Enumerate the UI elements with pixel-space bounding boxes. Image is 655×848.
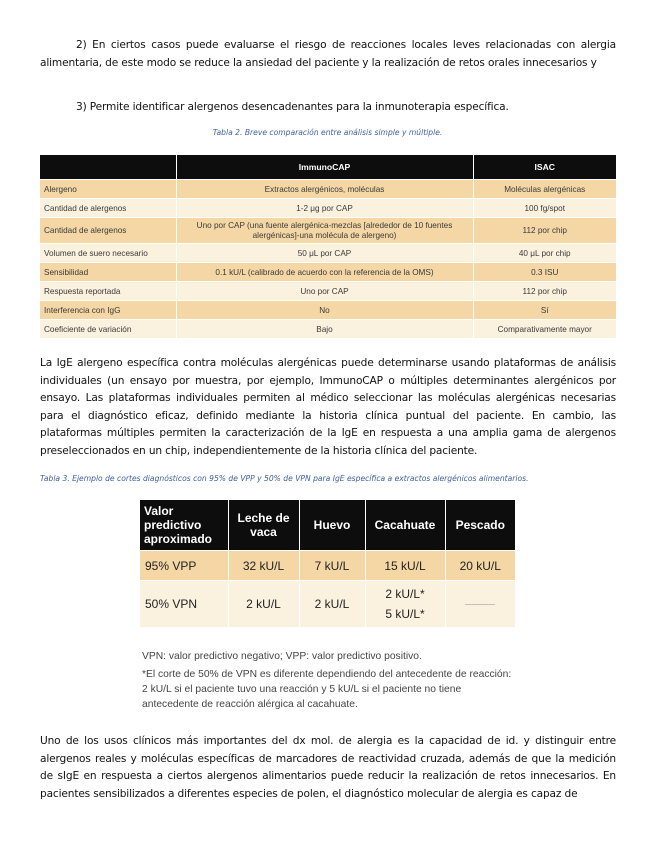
- table-cell: 100 fg/spot: [473, 199, 616, 218]
- table-row: [40, 218, 616, 244]
- comparison-table: [40, 155, 616, 338]
- row-label: Sensibilidad: [40, 263, 176, 282]
- row-label: Interferencia con IgG: [40, 301, 176, 320]
- table-cell: 7 kU/L: [299, 551, 365, 581]
- header-cell: [40, 155, 176, 180]
- table2-caption: Tabla 2. Breve comparación entre análisis simple y múltiple.: [212, 128, 443, 137]
- table-cell: 112 por chip: [473, 282, 616, 301]
- row-label: 95% VPP: [140, 551, 228, 581]
- table-cell: 40 μL por chip: [473, 244, 616, 263]
- header-cell: Cacahuate: [365, 500, 445, 551]
- header-cell: Valor predictivo aproximado: [140, 500, 228, 551]
- header-cell: ISAC: [473, 155, 616, 180]
- table-row: [40, 199, 616, 218]
- table3-note-1: VPN: valor predictivo negativo; VPP: valor predictivo positivo.: [142, 651, 422, 662]
- header-cell: Huevo: [299, 500, 365, 551]
- cacahuate-value-a: 2 kU/L*: [385, 587, 425, 601]
- table-row: [40, 282, 616, 301]
- table-cell: 15 kU/L: [365, 551, 445, 581]
- table-cell: 0.1 kU/L (calibrado de acuerdo con la referencia de la OMS): [176, 263, 473, 282]
- table-cell: 112 por chip: [473, 218, 616, 244]
- table-cell: Bajo: [176, 320, 473, 339]
- table-cell: Comparativamente mayor: [473, 320, 616, 339]
- table-header-row: [140, 500, 515, 551]
- header-cell: Pescado: [445, 500, 515, 551]
- diagnostic-cutoff-table: [140, 500, 515, 627]
- table-row: [40, 301, 616, 320]
- row-label: Respuesta reportada: [40, 282, 176, 301]
- row-label: Cantidad de alergenos: [40, 199, 176, 218]
- table-cell: 1-2 μg por CAP: [176, 199, 473, 218]
- table-row: [40, 180, 616, 199]
- table-row: [140, 581, 515, 628]
- row-label: Alergeno: [40, 180, 176, 199]
- table-cell: 2 kU/L: [299, 581, 365, 628]
- table-cell: 50 μL por CAP: [176, 244, 473, 263]
- header-cell: Leche de vaca: [228, 500, 299, 551]
- table-cell: [365, 581, 445, 628]
- table-cell: 20 kU/L: [445, 551, 515, 581]
- row-label: Volumen de suero necesario: [40, 244, 176, 263]
- table-cell: Moléculas alergénicas: [473, 180, 616, 199]
- table-cell: 0.3 ISU: [473, 263, 616, 282]
- table-row: [140, 551, 515, 581]
- table-cell: Uno por CAP: [176, 282, 473, 301]
- table3-caption: Tabla 3. Ejemplo de cortes diagnósticos con 95% de VPP y 50% de VPN para IgE específica a extractos alergénicos alimentarios.: [40, 474, 529, 483]
- table-header-row: [40, 155, 616, 180]
- list-item-2: 2) En ciertos casos puede evaluarse el riesgo de reacciones locales leves relacionadas con alergia alimentaria, de este modo se reduce la ansiedad del paciente y la realización de retos orales innecesarios y: [40, 39, 616, 69]
- row-label: 50% VPN: [140, 581, 228, 628]
- table-cell: 2 kU/L: [228, 581, 299, 628]
- table-cell: [445, 581, 515, 628]
- table-cell: No: [176, 301, 473, 320]
- row-label: Coeficiente de variación: [40, 320, 176, 339]
- list-item-3: 3) Permite identificar alergenos desencadenantes para la inmunoterapia específica.: [76, 101, 509, 113]
- table-row: [40, 320, 616, 339]
- table-cell: 32 kU/L: [228, 551, 299, 581]
- header-cell: ImmunoCAP: [176, 155, 473, 180]
- table-row: [40, 244, 616, 263]
- table-row: [40, 263, 616, 282]
- table3-notes: [142, 649, 512, 712]
- body-paragraph-middle: La IgE alergeno específica contra moléculas alergénicas puede determinarse usando plataformas de análisis individuales (un ensayo por muestra, por ejemplo, ImmunoCAP o múltiples determinantes alergénicos por ensayo. Las plataformas individuales permiten al médico seleccionar las moléculas alergénicas necesarias para el diagnóstico eficaz, definido mediante la historia clínica puntual del paciente. En cambio, las plataformas múltiples permiten la caracterización de la IgE en respuesta a una amplia gama de alergenos preseleccionados en un chip, independientemente de la historia clínica del paciente.: [40, 357, 616, 457]
- row-label: Cantidad de alergenos: [40, 218, 176, 244]
- table3-note-2: *El corte de 50% de VPN es diferente dependiendo del antecedente de reacción: 2 kU/L si el paciente tuvo una reacción y 5 kU/L si el paciente no tiene antecedente de reacción alérgica al cacahuate.: [142, 669, 512, 710]
- empty-cell-dash: [465, 604, 495, 605]
- cacahuate-value-b: 5 kU/L*: [385, 607, 425, 621]
- table-cell: Extractos alergénicos, moléculas: [176, 180, 473, 199]
- body-paragraph-bottom: Uno de los usos clínicos más importantes del dx mol. de alergia es la capacidad de id. y distinguir entre alergenos reales y moléculas específicas de marcadores de reactividad cruzada, además de que la medición de sIgE en respuesta a ciertos alergenos alimentarios puede reducir la realización de retos innecesarios. En pacientes sensibilizados a diferentes especies de polen, el diagnóstico molecular de alergia es capaz de: [40, 735, 616, 800]
- table-cell: Uno por CAP (una fuente alergénica-mezclas [alrededor de 10 fuentes alergénicas]-una molécula de alergeno): [176, 218, 473, 244]
- table-cell: Sí: [473, 301, 616, 320]
